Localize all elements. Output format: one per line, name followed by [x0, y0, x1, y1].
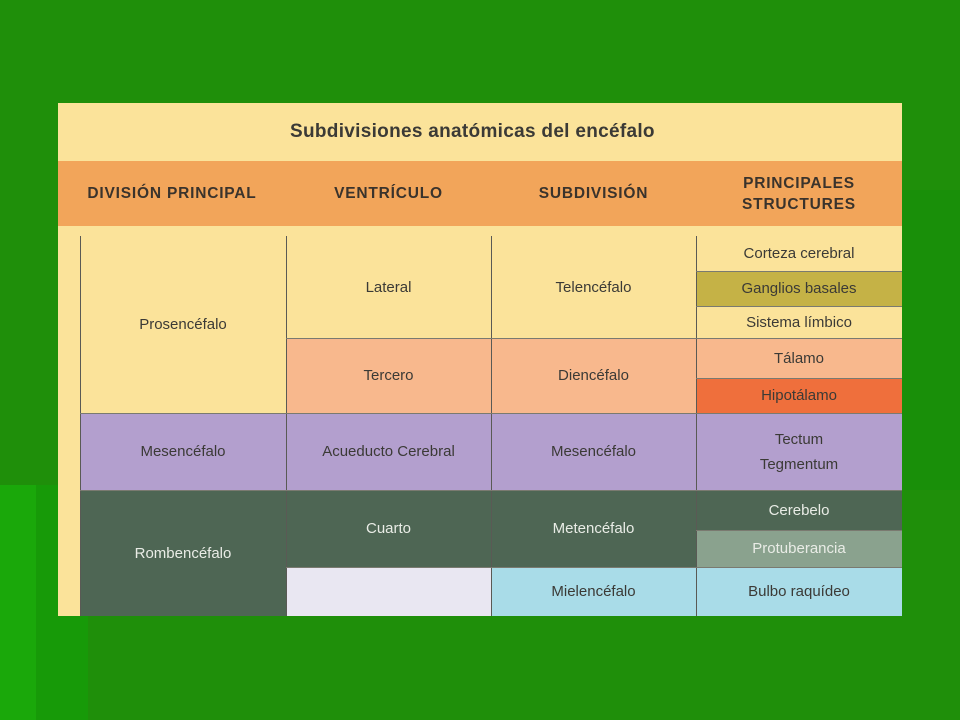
ventricle-cuarto: Cuarto	[286, 490, 491, 567]
grid-line	[696, 530, 902, 531]
grid-line	[491, 236, 492, 616]
ventricle-empty	[286, 567, 491, 616]
division-rombencefalo: Rombencéfalo	[80, 490, 286, 616]
subdivision-mesencefalo: Mesencéfalo	[491, 413, 696, 490]
structure-corteza: Corteza cerebral	[696, 236, 902, 271]
table-header	[58, 161, 902, 226]
header-division: DIVISIÓN PRINCIPAL	[87, 185, 257, 202]
grid-line	[286, 338, 902, 339]
table-title: Subdivisiones anatómicas del encéfalo	[290, 121, 655, 142]
structure-hipotalamo: Hipotálamo	[696, 378, 902, 413]
subdivision-metencefalo: Metencéfalo	[491, 490, 696, 567]
structure-tectum-tegmentum	[696, 413, 902, 490]
structure-bulbo: Bulbo raquídeo	[696, 567, 902, 616]
grid-line	[696, 271, 902, 272]
structure-protuberancia: Protuberancia	[696, 530, 902, 567]
grid-line	[696, 236, 697, 616]
grid-line	[80, 413, 902, 414]
subdivision-diencefalo: Diencéfalo	[491, 338, 696, 413]
structure-ganglios: Ganglios basales	[696, 271, 902, 306]
grid-line	[286, 567, 902, 568]
structure-cerebelo: Cerebelo	[696, 490, 902, 530]
subdivision-mielencefalo: Mielencéfalo	[491, 567, 696, 616]
background-band-right	[902, 190, 960, 490]
structure-limbico: Sistema límbico	[696, 306, 902, 338]
grid-line	[286, 236, 287, 616]
ventricle-acueducto: Acueducto Cerebral	[286, 413, 491, 490]
header-structures	[696, 161, 902, 226]
subdivision-telencefalo: Telencéfalo	[491, 236, 696, 338]
division-prosencefalo: Prosencéfalo	[80, 236, 286, 413]
header-subdivision: SUBDIVISIÓN	[538, 185, 649, 202]
structure-tectum: Tectum	[774, 430, 824, 448]
structure-talamo: Tálamo	[696, 338, 902, 378]
grid-line	[80, 490, 902, 491]
background-band-left	[0, 485, 36, 720]
table-image	[58, 103, 902, 616]
grid-line	[80, 236, 81, 616]
header-ventricle: VENTRÍCULO	[334, 185, 443, 202]
ventricle-tercero: Tercero	[286, 338, 491, 413]
header-structures-line-1: PRINCIPALES	[743, 174, 855, 192]
grid-line	[696, 306, 902, 307]
ventricle-lateral: Lateral	[286, 236, 491, 338]
structure-tegmentum: Tegmentum	[759, 455, 839, 473]
grid-line	[696, 378, 902, 379]
header-structures-line-2: STRUCTURES	[742, 195, 856, 213]
division-mesencefalo: Mesencéfalo	[80, 413, 286, 490]
